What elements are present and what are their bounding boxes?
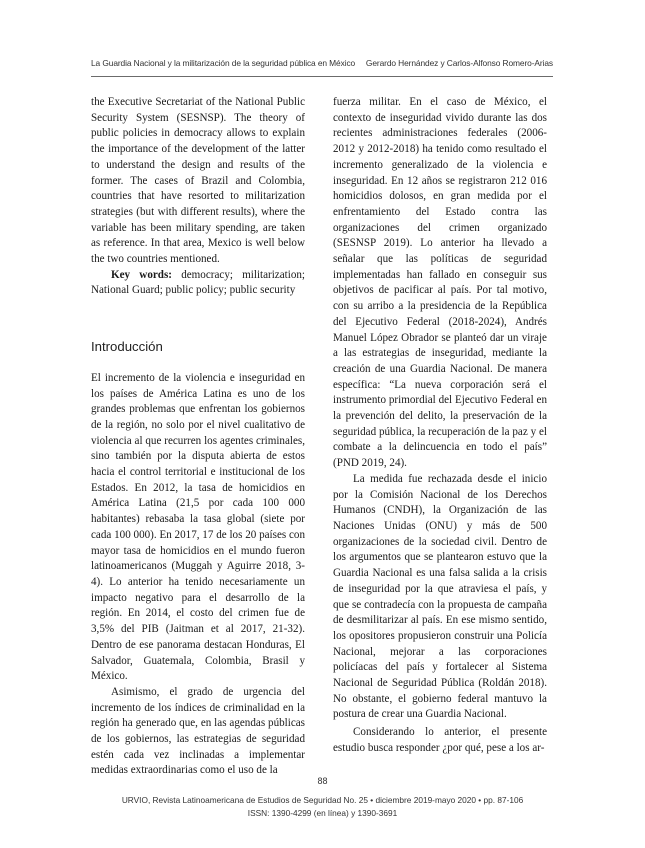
left-column bbox=[91, 95, 305, 779]
right-paragraph-1: fuerza militar. En el caso de México, el contexto de inseguridad vivido durante las dos recientes administraciones federales (2006-2012 y 2012-2018) ha tenido como resultado el incremento generalizado de la violencia e inseguridad. En 12 años se registraron 212 016 homicidios dolosos, en gran medida por el enfrentamiento del Estado contra las organizaciones del crimen organizado (SESNSP 2019). Lo anterior ha llevado a señalar que las políticas de seguridad implementadas han fallado en conseguir sus objetivos de pacificar al país. Por tal motivo, con su arribo a la presidencia de la República del Ejecutivo Federal (2018-2024), Andrés Manuel López Obrador se planteó dar un viraje a las estrategias de inseguridad, mediante la creación de una Guardia Nacional. De manera específica: “La nueva corporación será el instrumento primordial del Ejecutivo Federal en la prevención del delito, la preservación de la seguridad pública, la recuperación de la paz y el combate a la delincuencia en todo el país” (PND 2019, 24). bbox=[333, 96, 547, 470]
running-authors: Gerardo Hernández y Carlos-Alfonso Romero-Arias bbox=[365, 58, 553, 68]
running-title: La Guardia Nacional y la militarización de la seguridad pública en México bbox=[91, 58, 356, 68]
section-heading: Introducción bbox=[91, 339, 163, 355]
keywords bbox=[91, 268, 305, 299]
intro-paragraph-2: Asimismo, el grado de urgencia del incremento de los índices de criminalidad en la región ha generado que, en las agendas públicas de los gobiernos, las estrategias de seguridad estén cada vez inclinadas a implementar medidas extraordinarias como el uso de la bbox=[91, 685, 305, 777]
right-paragraph-3: Considerando lo anterior, el presente estudio busca responder ¿por qué, pese a los ar- bbox=[333, 726, 547, 754]
right-column bbox=[333, 95, 547, 757]
keywords-text: democracy; militarization; National Guard; public policy; public security bbox=[91, 268, 305, 297]
intro-paragraph-1: El incremento de la violencia e inseguridad en los países de América Latina es uno de los grandes problemas que enfrentan los gobiernos de la región, no solo por el nivel cualitativo de violencia al que recurren los agentes criminales, sino también por la disputa abierta de estos hacia el control territorial e institucional de los Estados. En 2012, la tasa de homicidios en América Latina (21,5 por cada 100 000 habitantes) rebasaba la tasa global (siete por cada 100 000). En 2017, 17 de los 20 países con mayor tasa de homicidios en el mundo fueron latinoamericanos (Muggah y Aguirre 2018, 3-4). Lo anterior ha tenido necesariamente un impacto negativo para el desarrollo de la región. En 2014, el costo del crimen fue de 3,5% del PIB (Jaitman et al 2017, 21-32). Dentro de ese panorama destacan Honduras, El Salvador, Guatemala, Colombia, Brasil y México. bbox=[91, 371, 305, 683]
page-number: 88 bbox=[317, 776, 328, 786]
journal-issn: ISSN: 1390-4299 (en línea) y 1390-3691 bbox=[247, 808, 398, 818]
journal-citation: URVIO, Revista Latinoamericana de Estudios de Seguridad No. 25 • diciembre 2019-mayo 2020 • pp. 87-106 bbox=[121, 795, 524, 805]
right-paragraph-2: La medida fue rechazada desde el inicio por la Comisión Nacional de los Derechos Humanos (CNDH), la Organización de las Naciones Unidas (ONU) y más de 500 organizaciones de la sociedad civil. Dentro de los argumentos que se plantearon estuvo que la Guardia Nacional es una falsa salida a la crisis de inseguridad por la que atraviesa el país, y que se contradecía con la propuesta de campaña de desmilitarizar al país. En ese mismo sentido, los opositores propusieron construir una Policía Nacional, mejorar a las corporaciones policíacas del país y fortalecer al Sistema Nacional de Seguridad Pública (Roldán 2018). No obstante, el gobierno federal mantuvo la postura de crear una Guardia Nacional. bbox=[333, 472, 547, 721]
running-header bbox=[91, 58, 553, 74]
keywords-label: Key words: bbox=[111, 268, 172, 281]
header-rule bbox=[91, 76, 553, 77]
abstract-continued: the Executive Secretariat of the National Public Security System (SESNSP). The theory of public policies in democracy allows to explain the importance of the development of the latter to understand the design and results of the former. The cases of Brazil and Colombia, countries that have resorted to militarization strategies (but with different results), where the variable has been military spending, are taken as reference. In that area, Mexico is well below the two countries mentioned. bbox=[91, 96, 305, 266]
